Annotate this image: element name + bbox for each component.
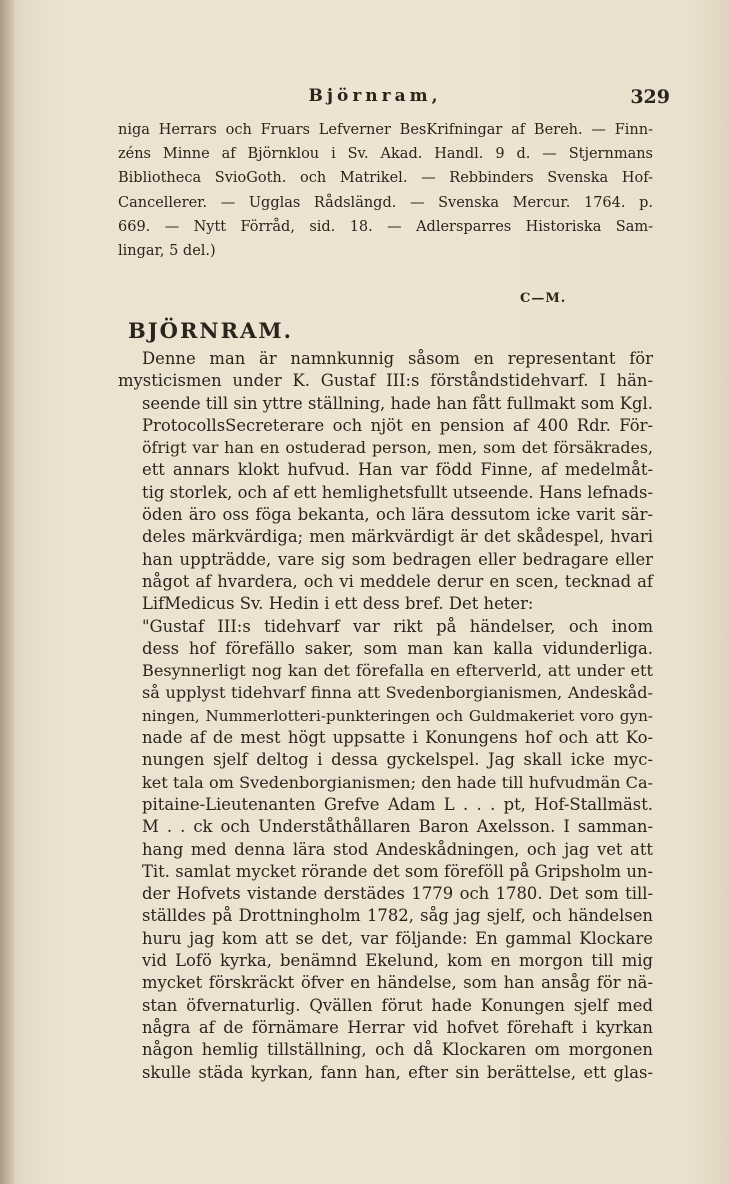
text-line: "Gustaf III:s tidehvarf var rikt på händelser, och inom [142,616,653,636]
text-line: nungen sjelf deltog i dessa gyckelspel. Jag skall icke myc- [142,750,653,770]
reference-line: Cancellerer. — Ugglas Rådslängd. — Svenska Mercur. 1764. p. [118,194,653,211]
text-line: tig storlek, och af ett hemlighetsfullt utseende. Hans lefnads- [142,482,653,502]
text-line: vid Lofö kyrka, benämnd Ekelund, kom en morgon till mig [142,951,653,971]
text-line: deles märkvärdiga; men märkvärdigt är det skådespel, hvari [142,527,653,547]
running-head [100,86,670,116]
running-title: Björnram, [308,86,442,106]
reference-line: lingar, 5 del.) [118,243,216,260]
text-line: stan öfvernaturlig. Qvällen förut hade Konungen sjelf med [142,995,653,1015]
text-line: mysticismen under K. Gustaf III:s förståndstidehvarf. I hän- [118,371,653,391]
text-line: han uppträdde, vare sig som bedragen eller bedragare eller [142,549,653,569]
text-line: öfrigt var han en ostuderad person, men, som det försäkrades, [142,438,653,458]
text-line: öden äro oss föga bekanta, och lära dessutom icke varit sär- [142,505,653,525]
text-line: nade af de mest högt uppsatte i Konungens hof och att Ko- [142,728,653,748]
reference-line: zéns Minne af Björnklou i Sv. Akad. Handl. 9 d. — Stjernmans [118,146,653,163]
reference-line: 669. — Nytt Förråd, sid. 18. — Adlersparres Historiska Sam- [118,218,653,235]
text-line: så upplyst tidehvarf finna att Svedenborgianismen, Andeskåd- [142,683,653,703]
text-line: ställdes på Drottningholm 1782, såg jag sjelf, och händelsen [142,906,653,926]
text-line: någon hemlig tillställning, och då Klockaren om morgonen [142,1040,653,1060]
references-block [118,118,653,263]
text-line: ket tala om Svedenborgianismen; den hade till hufvudmän Ca- [142,772,653,792]
paragraph-1 [118,348,653,616]
text-line: Tit. samlat mycket rörande det som föreföll på Gripsholm un- [142,861,653,881]
text-line: ett annars klokt hufvud. Han var född Finne, af medelmåt- [142,460,653,480]
author-signature: C—M. [520,291,567,306]
text-line: Denne man är namnkunnig såsom en representant för [142,349,653,368]
text-line: Besynnerligt nog kan det förefalla en efterverld, att under ett [142,661,653,681]
text-line: skulle städa kyrkan, fann han, efter sin berättelse, ett glas- [142,1062,653,1082]
text-line: huru jag kom att se det, var följande: En gammal Klockare [142,928,653,948]
text-line: der Hofvets vistande derstädes 1779 och 1780. Det som till- [142,884,653,904]
text-line: mycket förskräckt öfver en händelse, som han ansåg för nä- [142,973,653,993]
text-line: några af de förnämare Herrar vid hofvet förehaft i kyrkan [142,1017,653,1037]
page-number: 329 [630,86,670,108]
text-line: något af hvardera, och vi meddele derur en scen, tecknad af [142,571,653,591]
text-line: dess hof förefällo saker, som man kan kalla vidunderliga. [142,638,653,658]
article-body [118,348,653,1084]
text-line: ProtocollsSecreterare och njöt en pension af 400 Rdr. För- [142,415,653,435]
article-heading: BJÖRNRAM. [128,318,293,343]
text-line: ningen, Nummerlotteri-punkteringen och Guldmakeriet voro gyn- [142,706,653,725]
reference-line: niga Herrars och Fruars Lefverner BesKrifningar af Bereh. — Finn- [118,122,653,138]
reference-line: Bibliotheca SvioGoth. och Matrikel. — Rebbinders Svenska Hof- [118,170,653,187]
text-line: M . . ck och Underståthållaren Baron Axelsson. I samman- [142,817,653,837]
text-line: LifMedicus Sv. Hedin i ett dess bref. Det heter: [142,594,534,614]
text-line: hang med denna lära stod Andeskådningen, och jag vet att [142,839,653,859]
page-gutter [0,0,14,1184]
text-line: seende till sin yttre ställning, hade han fått fullmakt som Kgl. [142,393,653,413]
paragraph-2 [118,616,653,1084]
text-line: pitaine-Lieutenanten Grefve Adam L . . . pt, Hof-Stallmäst. [142,794,653,814]
